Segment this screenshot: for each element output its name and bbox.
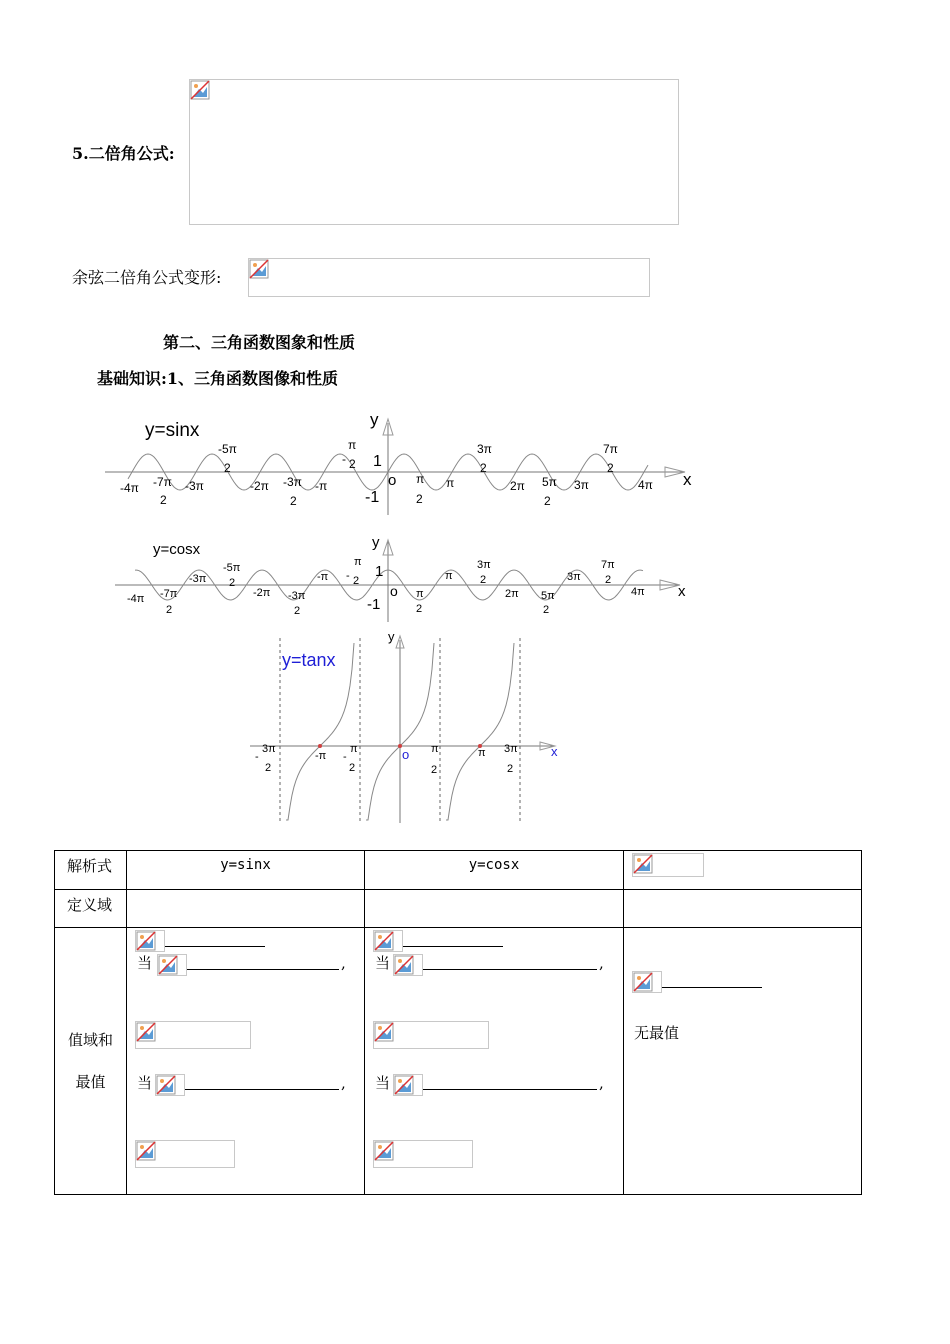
broken-image-icon [394,1075,414,1095]
range-cos-cell [365,928,624,1195]
tick-label: 2 [480,461,487,475]
broken-image-icon [136,1141,156,1161]
domain-cos-cell [365,890,624,928]
comma-text: , [341,1074,346,1092]
tick-label: π [350,743,358,755]
broken-image-icon [374,1141,394,1161]
broken-image-icon [158,955,178,975]
blank-line [165,946,265,947]
tick-label: 3π [504,743,518,755]
cos-tick-labels [127,556,645,617]
tick-label: -2π [253,587,271,599]
cos-y-label: y [372,534,380,551]
broken-image-icon [190,80,210,100]
tick-label: -3π [189,573,207,585]
formula-image [135,930,165,952]
blank-line [185,1089,339,1090]
formula-image [373,930,403,952]
tick-label: 2 [544,494,551,508]
header-cell [127,851,365,890]
row-domain: 定义域 [67,896,113,914]
blank-line [403,946,503,947]
cos-graph [105,530,705,625]
tick-label: 5π [541,590,555,602]
domain-tan-cell [624,890,862,928]
tick-label: - [342,452,346,466]
cos-double-angle-image [248,258,650,297]
col-sin: y=sinx [220,857,271,873]
tick-label: 2 [265,762,272,774]
tick-label: -3π [288,590,306,602]
sin-one: 1 [373,453,382,470]
sin-minus-one: -1 [365,489,380,506]
tick-label: 2 [166,604,173,616]
broken-image-icon [374,1022,394,1042]
row-label-cell [55,928,127,1195]
tick-label: 2 [431,764,438,776]
cos-double-angle-label: 余弦二倍角公式变形: [72,268,222,287]
broken-image-icon [136,1022,156,1042]
tick-label: -7π [160,588,178,600]
cos-origin: o [390,583,398,599]
tick-label: 4π [638,478,653,492]
cos-one: 1 [375,563,384,580]
tick-label: -π [317,571,329,583]
formula-image [393,954,423,976]
tick-label: 7π [603,442,618,456]
tick-label: -π [315,479,328,493]
broken-image-icon [633,854,653,874]
row-label-cell [55,890,127,928]
broken-image-icon [374,931,394,951]
tan-no-extreme: 无最值 [634,1024,680,1042]
tick-label: π [445,570,453,582]
sin-x-label: x [683,470,692,489]
basic-knowledge-heading: 基础知识:1、三角函数图像和性质 [97,369,339,388]
tan-zero-marker [318,744,322,748]
broken-image-icon [156,1075,176,1095]
tick-label: -2π [250,479,269,493]
when-text: 当 [137,1074,153,1092]
formula-image [157,954,187,976]
tick-label: 2 [353,575,360,587]
tick-label: 2 [224,461,231,475]
tick-label: 3π [574,478,589,492]
broken-image-icon [633,972,653,992]
tick-label: 2 [416,492,423,506]
col-cos: y=cosx [468,857,520,873]
tan-graph [245,628,575,828]
sin-tick-labels [120,438,653,508]
tick-label: - [346,570,350,582]
cos-x-label: x [678,583,686,600]
col-header: 解析式 [67,857,113,875]
header-cell [55,851,127,890]
tick-label: π [478,747,486,759]
header-cell [365,851,624,890]
section5-label: 5.二倍角公式: [72,144,175,163]
tick-label: 2 [229,577,236,589]
range-tan-cell [624,928,862,1195]
sin-y-label: y [370,410,379,429]
tan-formula-image [632,853,704,877]
formula-image [632,971,662,993]
chapter-heading: 第二、三角函数图象和性质 [163,333,356,352]
row-range-line1: 值域和 [67,1031,113,1049]
when-text: 当 [375,1074,391,1092]
cos-title: y=cosx [153,541,201,558]
domain-sin-cell [127,890,365,928]
tick-label: π [431,743,439,755]
tick-label: 2 [507,763,514,775]
formula-image [373,1140,473,1168]
row-range-line2: 最值 [75,1073,106,1091]
tan-tick-labels [255,743,518,776]
formula-image [135,1140,235,1168]
tan-title: y=tanx [282,650,336,670]
tick-label: 5π [542,475,557,489]
sin-title: y=sinx [145,420,200,441]
formula-image [373,1021,489,1049]
tick-label: 4π [631,586,645,598]
tick-label: 2 [160,493,167,507]
tick-label: 2 [605,574,612,586]
broken-image-icon [394,955,414,975]
blank-line [423,1089,597,1090]
tick-label: 2 [480,574,487,586]
comma-text: , [599,1074,604,1092]
tick-label: π [354,556,362,568]
blank-line [662,987,762,988]
double-angle-formula-image [189,79,679,225]
comma-text: , [341,954,346,972]
tan-origin: o [402,747,410,762]
tick-label: 2π [510,479,525,493]
tick-label: 2 [290,494,297,508]
tick-label: -7π [153,475,172,489]
tan-x-label: x [551,744,558,759]
when-text: 当 [375,954,391,972]
formula-image [135,1021,251,1049]
tick-label: -5π [223,562,241,574]
header-cell [624,851,862,890]
tick-label: 2 [416,603,423,615]
tick-label: - [343,751,347,763]
blank-line [423,969,597,970]
formula-image [393,1074,423,1096]
tick-label: 2 [349,457,356,471]
tick-label: π [446,476,455,490]
range-sin-cell [127,928,365,1195]
tick-label: 2 [294,605,301,617]
tick-label: 3π [262,743,276,755]
tick-label: -4π [120,481,139,495]
sin-origin: o [388,472,397,489]
formula-image [155,1074,185,1096]
comma-text: , [599,954,604,972]
tan-y-label: y [388,629,395,644]
tick-label: π [416,472,425,486]
tick-label: -3π [185,479,204,493]
tick-label: 2 [543,604,550,616]
trig-properties-table [54,850,862,1195]
tick-label: - [255,751,259,763]
tick-label: 2 [349,762,356,774]
tick-label: 7π [601,559,615,571]
tick-label: -4π [127,593,145,605]
tick-label: 3π [567,571,581,583]
when-text: 当 [137,954,153,972]
broken-image-icon [249,259,269,279]
tick-label: -5π [218,442,237,456]
tick-label: π [348,438,357,452]
broken-image-icon [136,931,156,951]
cos-minus-one: -1 [367,596,381,613]
tick-label: -3π [283,475,302,489]
tick-label: 2 [607,461,614,475]
tick-label: 2π [505,588,519,600]
blank-line [187,969,339,970]
tick-label: π [416,588,424,600]
tick-label: -π [315,750,327,762]
tick-label: 3π [477,442,492,456]
sin-graph [100,405,710,520]
tick-label: 3π [477,559,491,571]
